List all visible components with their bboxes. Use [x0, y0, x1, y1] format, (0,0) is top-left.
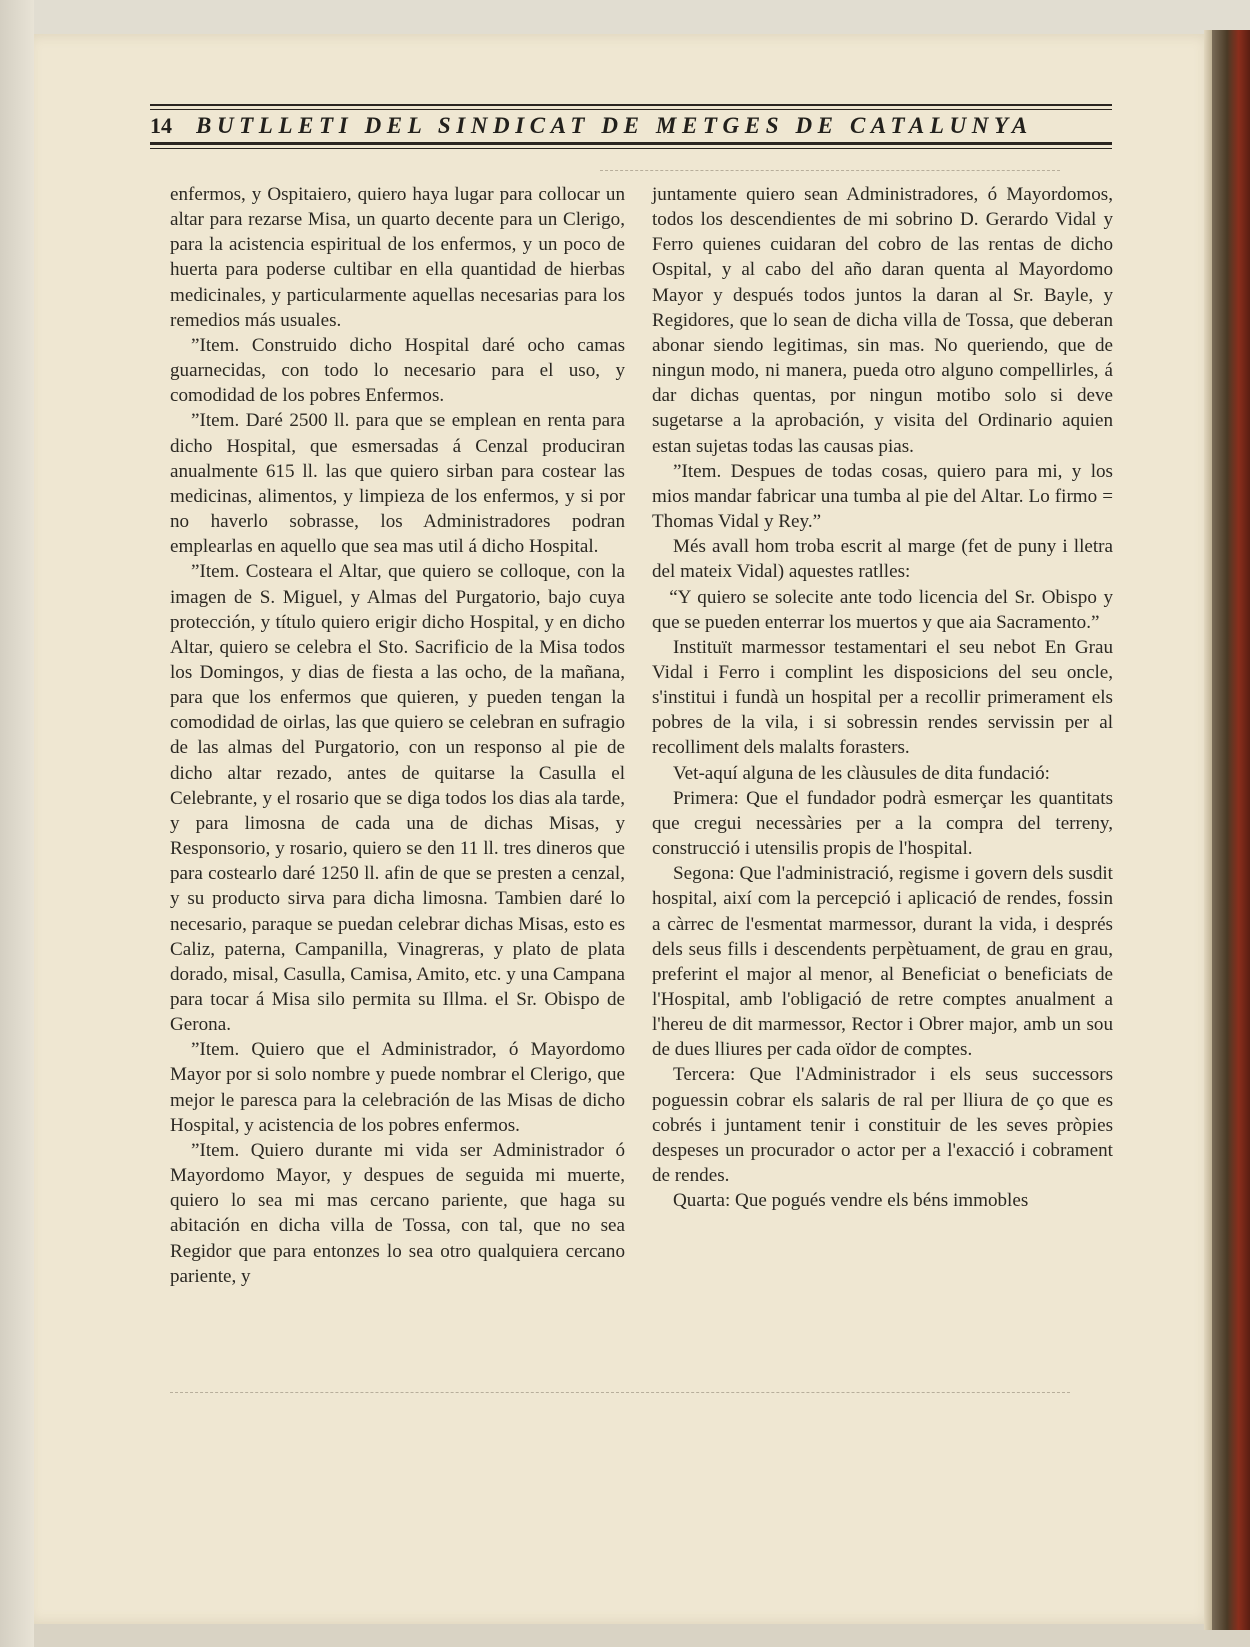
right-text-column [652, 182, 1113, 1213]
paragraph: Vet-aquí alguna de les clàusules de dita fundació: [673, 762, 1050, 784]
left-text-column [170, 182, 625, 1289]
paragraph: “Y quiero se solecite ante todo licencia del Sr. Obispo y que se pueden enterrar los muertos y que aia Sacramento.” [652, 586, 1113, 633]
paragraph: Segona: Que l'administració, regisme i govern dels susdit hospital, així com la percepció i aplicació de rendes, fossin a càrrec de l'esmentat marmessor, durant la vida, i després dels seus fills i descendents perpètuament, de grau en grau, preferint el major al menor, al Beneficiat o beneficiats de l'Hospital, amb l'obligació de retre comptes anualment a l'hereu de dit marmessor, Rector i Obrer major, amb un sou de dues lliures per cada oïdor de comptes. [652, 863, 1113, 1061]
running-header [150, 104, 1112, 160]
paragraph: Més avall hom troba escrit al marge (fet de puny i lletra del mateix Vidal) aquestes ratlles: [652, 536, 1113, 583]
book-spine [1212, 30, 1250, 1630]
scan-background-top [0, 0, 1250, 34]
paragraph: ”Item. Quiero durante mi vida ser Administrador ó Mayordomo Mayor, y despues de seguida mi muerte, quiero lo sea mi mas cercano pariente, que haga su abitación en dicha villa de Tossa, con tal, que no sea Regidor que para entonzes lo sea otro qualquiera cercano pariente, y [170, 1139, 625, 1287]
column-bottom-rule [170, 1392, 1070, 1393]
paragraph: ”Item. Daré 2500 ll. para que se emplean en renta para dicho Hospital, que esmersadas á Cenzal produciran anualmente 615 ll. las que quiero sirban para costear las medicinas, alimentos, y limpieza de los enfermos, y si por no haverlo sobrasse, los Administradores podran emplearlas en aquello que sea mas util á dicho Hospital. [170, 410, 625, 558]
header-rule-bottom [150, 142, 1112, 145]
header-rule-bottom-thin [150, 148, 1112, 149]
paragraph: enfermos, y Ospitaiero, quiero haya lugar para collocar un altar para rezarse Misa, un quarto decente para un Clerigo, para la acistencia espiritual de los enfermos, y un poco de huerta para poderse cultibar en ella quantidad de hierbas medicinales, y particularmente aquellas necesarias para los remedios más usuales. [170, 184, 625, 331]
paragraph: ”Item. Quiero que el Administrador, ó Mayordomo Mayor por si solo nombre y puede nombrar el Clerigo, que mejor le paresca para la celebración de las Misas de dicho Hospital, y acistencia de los pobres enfermos. [170, 1039, 625, 1136]
page-number: 14 [150, 113, 172, 138]
header-rule-top-thin [150, 109, 1112, 110]
paragraph: Tercera: Que l'Administrador i els seus successors poguessin cobrar els salaris de ral per lliura de ço que es cobrés i juntament tenir i constituir de les seves pròpies despeses un procurador o actor per a l'exacció i cobrament de rendes. [652, 1064, 1113, 1187]
paragraph: Instituït marmessor testamentari el seu nebot En Grau Vidal i Ferro i complint les disposicions del seu oncle, s'institui i fundà un hospital per a recollir primerament els pobres de la vila, i si sobressin rendes servissin per al recolliment dels malalts forasters. [652, 636, 1113, 759]
paragraph: Primera: Que el fundador podrà esmerçar les quantitats que cregui necessàries per a la compra del terreny, construcció i utensilis propis de l'hospital. [652, 787, 1113, 860]
paragraph: juntamente quiero sean Administradores, ó Mayordomos, todos los descendientes de mi sobrino D. Gerardo Vidal y Ferro quienes cuidaran del cobro de las rentas de dicho Ospital, y al cabo del año daran quenta al Mayordomo Mayor y después todos juntos la daran al Sr. Bayle, y Regidores, que lo sean de dicha villa de Tossa, que deberan abonar siendo legitimas, sin mas. No queriendo, que de ningun modo, ni manera, pueda otro alguno compellirles, á dar dichas quentas, por ningun motibo solo si deve sugetarse a la aprobación, y visita del Ordinario aquien estan sujetas todas las causas pias. [652, 184, 1113, 457]
scan-background-left [0, 0, 34, 1647]
paragraph: ”Item. Costeara el Altar, que quiero se colloque, con la imagen de S. Miguel, y Almas del Purgatorio, bajo cuya protección, y título quiero erigir dicho Hospital, y en dicho Altar, quiero se celebra el Sto. Sacrificio de la Misa todos los Domingos, y dias de fiesta a las ocho, de la mañana, para que los enfermos que quieren, y pueden tengan la comodidad de oirlas, las que quiero se celebran en sufragio de las almas del Purgatorio, con un responso al pie de dicho altar rezado, antes de quitarse la Casulla el Celebrante, y el rosario que se diga todos los dias ala tarde, y para limosna de cada una de dichas Misas, y Responsorio, y rosario, quiero se den 11 ll. tres dineros que para costearlo daré 1250 ll. afin de que se presten a cenzal, y su producto sirva para dicha limosna. Tambien daré lo necesario, paraque se puedan celebrar dichas Misas, esto es Caliz, paterna, Campanilla, Vinagreras, y plato de plata dorado, misal, Casulla, Camisa, Amito, etc. y una Campana para tocar á Misa silo permita su Illma. el Sr. Obispo de Gerona. [170, 561, 625, 1036]
paragraph: Quarta: Que pogués vendre els béns immobles [673, 1190, 1029, 1212]
column-top-rule [600, 170, 1060, 171]
paragraph: ”Item. Despues de todas cosas, quiero para mi, y los mios mandar fabricar una tumba al pie del Altar. Lo firmo = Thomas Vidal y Rey.” [652, 460, 1113, 533]
header-row [150, 112, 1112, 140]
header-rule-top [150, 104, 1112, 106]
journal-title: BUTLLETI DEL SINDICAT DE METGES DE CATALUNYA [196, 113, 1033, 138]
paragraph: ”Item. Construido dicho Hospital daré ocho camas guarnecidas, con todo lo necesario para el uso, y comodidad de los pobres Enfermos. [170, 334, 625, 407]
